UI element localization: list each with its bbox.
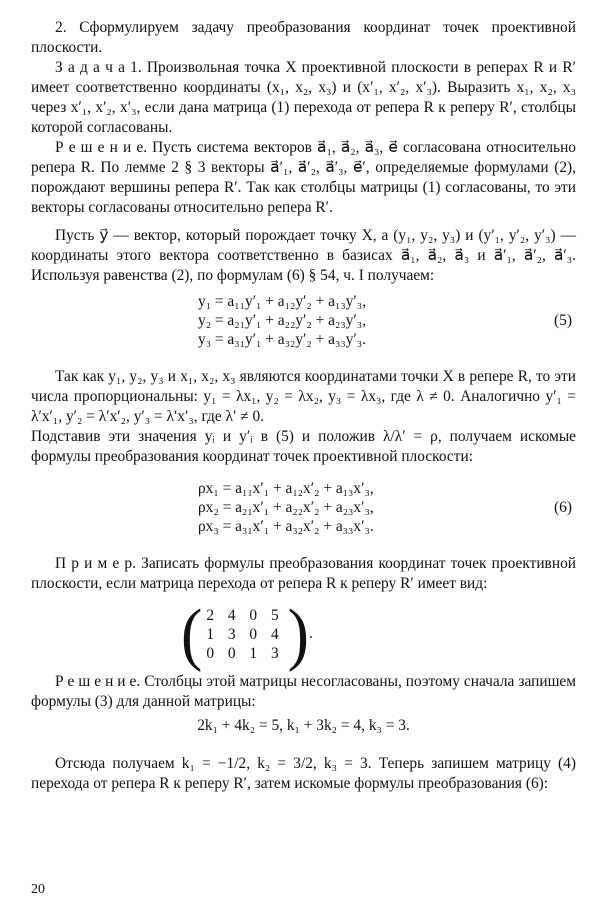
equation-5 bbox=[31, 292, 576, 349]
matrix-row-3: 0 0 1 3 bbox=[206, 644, 284, 662]
transition-matrix bbox=[181, 594, 576, 673]
paragraph-example: П р и м е р. Записать формулы преобразования координат точек проективной плоскости, если матрица перехода от репера R к реперу R′ имеет вид: bbox=[31, 555, 576, 592]
paragraph-example-solution: Р е ш е н и е. Столбцы этой матрицы несогласованы, поэтому сначала запишем формулы (3) для данной матрицы: bbox=[31, 673, 576, 710]
equation-k: 2k₁ + 4k₂ = 5, k₁ + 3k₂ = 4, k₃ = 3. bbox=[197, 717, 410, 734]
equation-6-line-2: ρx₂ = a₂₁x′₁ + a₂₂x′₂ + a₂₃x′₃, bbox=[198, 499, 374, 516]
page-body bbox=[31, 18, 576, 794]
matrix-period: . bbox=[308, 625, 313, 642]
paragraph-conclusion: Отсюда получаем k₁ = −1/2, k₂ = 3/2, k₃ = 3. Теперь запишем матрицу (4) перехода от репера R к реперу R′, затем искомые формулы преобразования (6): bbox=[31, 755, 576, 792]
paragraph-proportional: Так как y₁, y₂, y₃ и x₁, x₂, x₃ являются координатами точки X в репере R, то эти числа пропорциональны: y₁ = λx₁, y₂ = λx₂, y₃ = λx₃, где λ ≠ 0. Аналогично y′₁ = λ′x′₁, y′₂ = λ′x′₂, y′₃ = λ′x′₃, где λ′ ≠ 0. bbox=[31, 368, 576, 425]
equation-6-line-1: ρx₁ = a₁₁x′₁ + a₁₂x′₂ + a₁₃x′₃, bbox=[198, 480, 374, 497]
matrix-left-paren: ( bbox=[181, 594, 203, 673]
paragraph-task: З а д а ч а 1. Произвольная точка X проективной плоскости в реперах R и R′ имеет соответственно координаты (x₁, x₂, x₃) и (x′₁, x′₂, x′₃). Выразить x₁, x₂, x₃ через x′₁, x′₂, x′₃, если дана матрица (1) перехода от репера R к реперу R′, столбцы которой согласованы. bbox=[31, 59, 576, 136]
matrix-rows bbox=[202, 606, 287, 663]
equation-5-line-2: y₂ = a₂₁y′₁ + a₂₂y′₂ + a₂₃y′₃, bbox=[198, 312, 367, 329]
matrix-row-2: 1 3 0 4 bbox=[206, 625, 284, 643]
matrix-row-1: 2 4 0 5 bbox=[206, 606, 284, 624]
paragraph-intro: 2. Сформулируем задачу преобразования координат точек проективной плоскости. bbox=[31, 19, 576, 56]
page-number: 20 bbox=[31, 882, 45, 897]
paragraph-substitution: Подставив эти значения yᵢ и y′ᵢ в (5) и положив λ/λ′ = ρ, получаем искомые формулы преобразования координат точек проективной плоскости: bbox=[31, 428, 576, 465]
equation-5-line-3: y₃ = a₃₁y′₁ + a₃₂y′₂ + a₃₃y′₃. bbox=[198, 331, 367, 348]
matrix-right-paren: ) bbox=[287, 594, 309, 673]
equation-6-line-3: ρx₃ = a₃₁x′₁ + a₃₂x′₂ + a₃₃x′₃. bbox=[198, 518, 374, 535]
paragraph-solution: Р е ш е н и е. Пусть система векторов a⃗₁, a⃗₂, a⃗₃, e⃗ согласована относительно репера R. По лемме 2 § 3 векторы a⃗′₁, a⃗′₂, a⃗′₃, e⃗′, определяемые формулами (2), порождают вершины репера R′. Так как столбцы матрицы (1) согласованы, то эти векторы согласованы относительно репера R′. bbox=[31, 139, 576, 216]
equation-5-number: (5) bbox=[554, 312, 572, 329]
equation-5-line-1: y₁ = a₁₁y′₁ + a₁₂y′₂ + a₁₃y′₃, bbox=[198, 293, 367, 310]
equation-6-number: (6) bbox=[554, 499, 572, 516]
equation-6 bbox=[31, 479, 576, 536]
paragraph-vector: Пусть y⃗ — вектор, который порождает точку X, а (y₁, y₂, y₃) и (y′₁, y′₂, y′₃) — координаты этого вектора соответственно в базисах a⃗₁, a⃗₂, a⃗₃ и a⃗′₁, a⃗′₂, a⃗′₃. Используя равенства (2), по формулам (6) § 54, ч. I получаем: bbox=[31, 227, 576, 284]
